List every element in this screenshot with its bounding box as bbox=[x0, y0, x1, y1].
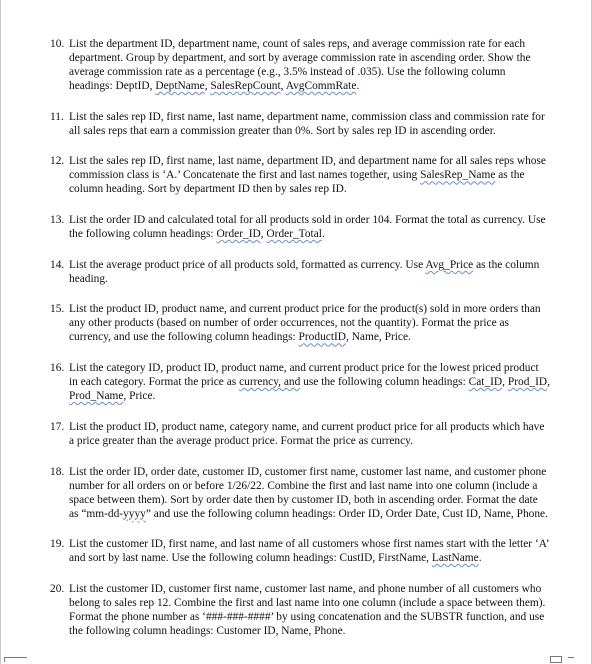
question-text-run: use the following column headings: bbox=[300, 376, 469, 389]
question-text-run: . bbox=[321, 228, 325, 241]
question-list bbox=[50, 37, 550, 655]
question-number: 19. bbox=[50, 538, 65, 551]
question-text-run: List the order ID and calculated total for all products sold in order 104. Format the total as currency. Use the following column headings: bbox=[69, 214, 546, 241]
question-item bbox=[50, 361, 550, 403]
question-text bbox=[69, 302, 550, 344]
question-number: 17. bbox=[50, 420, 65, 433]
question-item bbox=[50, 465, 550, 521]
question-text-run: List the order ID, order date, customer ID, customer first name, customer last name, and customer phone number for all orders on or before 1/26/22. Combine the first and last name into one column (include a space between them). Sort by order date then by customer ID, both in ascending order. Format the date as “mm-dd- bbox=[69, 465, 547, 520]
question-text bbox=[69, 582, 550, 638]
question-item bbox=[50, 213, 550, 241]
question-item bbox=[50, 110, 550, 138]
bottom-edge bbox=[0, 656, 592, 664]
question-text-run: , bbox=[260, 228, 267, 241]
spellcheck-flagged-term: Order_Total bbox=[266, 228, 322, 241]
question-item bbox=[50, 302, 550, 344]
question-text bbox=[69, 37, 550, 93]
spellcheck-flagged-term: Avg_Price bbox=[425, 258, 474, 271]
question-text-run: List the customer ID, customer first name, customer last name, and phone number of all customers who belong to sales rep 12. Combine the first and last name into one column (include a space between them). Format the phone number as ‘###-###-####’ by using concatenation and the SUBSTR function, and use the following column headings: Customer ID, Name, Phone. bbox=[69, 582, 546, 637]
question-item bbox=[50, 154, 550, 196]
question-number: 15. bbox=[50, 303, 65, 316]
question-text-run: List the department ID, department name, count of sales reps, and average commission rate for each department. Group by department, and sort by average commission rate in ascending order. Show the average commission rate as a percentage (e.g., 3.5% instead of .035). Use the following column headings: DeptID, bbox=[69, 38, 531, 92]
spellcheck-flagged-term: DeptName bbox=[155, 80, 205, 92]
question-text-run: , bbox=[280, 80, 286, 92]
question-number: 18. bbox=[50, 465, 65, 478]
question-text-run: as the column heading. Sort by department ID then by sales rep ID. bbox=[69, 169, 525, 196]
question-number: 11. bbox=[50, 110, 64, 123]
spellcheck-flagged-term: currency, and bbox=[239, 376, 301, 389]
question-number: 16. bbox=[50, 362, 65, 375]
spellcheck-flagged-term: ProductID bbox=[298, 331, 347, 344]
question-text bbox=[69, 213, 550, 241]
question-text bbox=[69, 420, 550, 448]
page-corner-icon bbox=[4, 657, 27, 662]
layout-view-icon[interactable] bbox=[550, 656, 562, 663]
spellcheck-flagged-term: AvgCommRate bbox=[285, 80, 357, 92]
question-text-run: List the sales rep ID, first name, last name, department name, commission class and commission rate for all sales reps that earn a commission greater than 0%. Sort by sales rep ID in ascending order. bbox=[69, 110, 545, 137]
question-text-run: List the average product price of all products sold, formatted as currency. Use bbox=[69, 258, 426, 271]
question-number: 10. bbox=[50, 38, 65, 50]
question-text-run: . bbox=[478, 552, 482, 565]
spellcheck-flagged-term: SalesRepCount bbox=[210, 80, 281, 92]
question-item bbox=[50, 258, 550, 286]
question-number: 20. bbox=[50, 582, 65, 595]
question-text bbox=[69, 361, 550, 403]
question-text-run: List the product ID, product name, category name, and current product price for all products which have a price greater than the average product price. Format the price as currency. bbox=[69, 420, 545, 447]
spellcheck-flagged-term: yyyy bbox=[123, 507, 146, 520]
question-text-run: List the sales rep ID, first name, last name, department ID, and department name for all sales reps whose commission class is ‘A.’ Concatenate the first and last names together, using bbox=[69, 155, 546, 182]
question-item bbox=[50, 582, 550, 638]
spellcheck-flagged-term: Order_ID bbox=[216, 228, 261, 241]
question-item bbox=[50, 420, 550, 448]
question-text-run: , Price. bbox=[123, 390, 156, 403]
question-text bbox=[69, 110, 550, 138]
question-item bbox=[50, 537, 550, 565]
spellcheck-flagged-term: Prod_ID bbox=[507, 376, 548, 389]
spellcheck-flagged-term: Prod_Name bbox=[69, 390, 124, 403]
question-text bbox=[69, 258, 550, 286]
question-text-run: , bbox=[204, 80, 211, 92]
question-text-run: List the product ID, product name, and current product price for the product(s) sold in more orders than any other products (based on number of order occurrences, not the quantity). Format the price as currency, and use the following column headings: bbox=[69, 303, 541, 344]
question-text-run: as the column heading. bbox=[69, 258, 540, 285]
question-number: 13. bbox=[50, 214, 65, 227]
question-text-run: , bbox=[502, 376, 508, 389]
question-text-run: . bbox=[356, 80, 360, 92]
question-text-run: List the category ID, product ID, product name, and current product price for the lowest priced product in each category. Format the price as bbox=[69, 362, 539, 389]
question-item bbox=[50, 37, 550, 93]
question-text-run: ” and use the following column headings: Order ID, Order Date, Cust ID, Name, Phone. bbox=[145, 507, 548, 520]
question-text bbox=[69, 465, 550, 521]
question-number: 14. bbox=[50, 258, 65, 271]
question-text bbox=[69, 154, 550, 196]
spellcheck-flagged-term: SalesRep_Name bbox=[420, 169, 496, 182]
spellcheck-flagged-term: LastName bbox=[431, 552, 479, 565]
question-number: 12. bbox=[50, 155, 65, 168]
question-text bbox=[69, 537, 550, 565]
question-text-run: List the customer ID, first name, and last name of all customers whose first names start with the letter ‘A’ and sort by last name. Use the following column headings: CustID, FirstName, bbox=[69, 538, 549, 565]
question-text-run: , bbox=[547, 376, 550, 389]
question-text-run: , Name, Price. bbox=[346, 331, 411, 344]
zoom-slider-icon[interactable] bbox=[568, 657, 574, 661]
spellcheck-flagged-term: Cat_ID bbox=[468, 376, 503, 389]
